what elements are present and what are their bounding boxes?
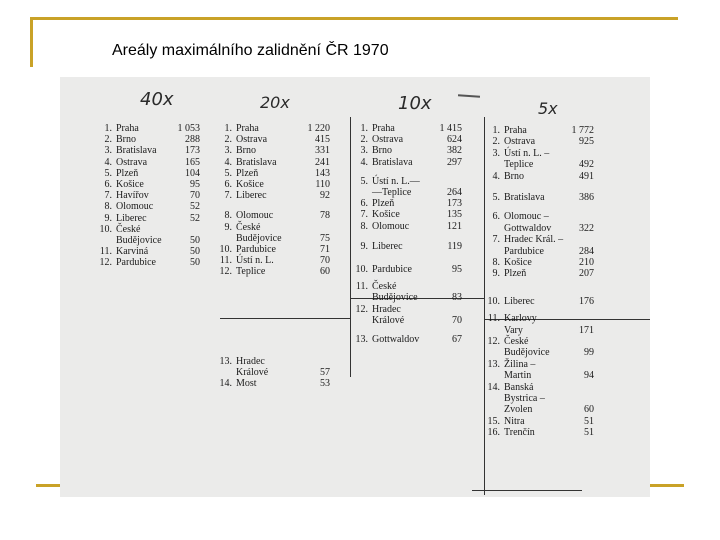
rank-number: 15.	[487, 415, 500, 427]
rank-number: 10.	[219, 244, 232, 255]
rank-number: 8.	[492, 257, 500, 268]
rank-number: 3.	[224, 145, 232, 157]
col10-row-name	[352, 304, 401, 315]
rank-number: 5.	[224, 167, 232, 179]
rank-number: 14.	[219, 378, 232, 389]
rank-number: 7.	[360, 209, 368, 221]
city-name: Havířov	[116, 190, 149, 202]
rule-5x-bottom	[472, 490, 582, 491]
col5-row-name	[484, 416, 525, 427]
city-name: Pardubice	[372, 264, 412, 275]
rank-number: 3.	[492, 147, 500, 159]
col5-row-name	[484, 234, 563, 245]
rank-number: 8.	[224, 210, 232, 222]
rank-number: 6.	[224, 179, 232, 190]
col10-row-name	[352, 241, 403, 252]
rank-number: 3.	[104, 145, 112, 157]
col40-row-name	[96, 157, 147, 168]
col5-row-name	[484, 393, 545, 404]
col20-row-name	[216, 190, 267, 201]
rank-number: 4.	[360, 156, 368, 168]
city-name: Brno	[372, 145, 392, 157]
population-value: 176	[579, 295, 594, 307]
col20-row-name	[216, 255, 274, 266]
col5-row-name	[484, 148, 549, 159]
col20-row-name	[216, 123, 259, 134]
rank-number: 14.	[487, 381, 500, 393]
col40-row-name	[96, 190, 149, 201]
population-value: 71	[320, 244, 330, 255]
city-name: Košice	[372, 209, 400, 221]
col5-row-name	[484, 192, 545, 203]
city-name: Bystrica –	[504, 393, 545, 404]
city-name: Ústí n. L.—	[372, 175, 420, 187]
city-name: Liberec	[236, 190, 267, 202]
city-name: Karlovy	[504, 313, 537, 325]
rank-number: 10.	[99, 223, 112, 235]
col5-row-name	[484, 296, 535, 307]
rank-number: 12.	[219, 266, 232, 278]
population-value: 1 053	[177, 123, 200, 134]
population-value: 135	[447, 209, 462, 221]
rank-number: 13.	[219, 355, 232, 367]
population-value: 119	[447, 240, 462, 252]
city-name: Budějovice	[504, 347, 550, 359]
city-name: Liberec	[504, 295, 535, 307]
rank-number: 12.	[355, 303, 368, 315]
population-value: 171	[579, 324, 594, 336]
col40-row-name	[96, 224, 140, 235]
header-40x: 40x	[140, 89, 174, 110]
col20-row-name	[216, 179, 264, 190]
population-value: 491	[579, 170, 594, 182]
city-name: Praha	[116, 123, 139, 134]
scanned-table	[60, 77, 650, 497]
col10-row-name	[352, 198, 394, 209]
population-value: 75	[320, 232, 330, 244]
population-value: 83	[452, 292, 462, 304]
city-name: Pardubice	[236, 244, 276, 255]
population-value: 95	[452, 264, 462, 275]
population-value: 297	[447, 156, 462, 168]
rank-number: 2.	[104, 134, 112, 146]
city-name: České	[372, 281, 397, 293]
rank-number: 9.	[224, 221, 232, 233]
population-value: 50	[190, 257, 200, 269]
population-value: 95	[190, 179, 200, 190]
population-value: 60	[584, 404, 594, 416]
city-name: Plzeň	[236, 167, 259, 179]
population-value: 70	[452, 314, 462, 326]
city-name: Trenčín	[504, 427, 535, 439]
city-name: Plzeň	[372, 198, 395, 210]
rank-number: 12.	[99, 257, 112, 269]
population-value: 165	[185, 156, 200, 168]
population-value: 50	[190, 246, 200, 258]
city-name: Vary	[504, 324, 523, 336]
city-name: Olomouc	[116, 201, 154, 213]
city-name: České	[116, 223, 141, 235]
population-value: 99	[584, 347, 594, 359]
city-name: Olomouc –	[504, 211, 549, 223]
population-value: 1 415	[439, 123, 462, 134]
city-name: Most	[236, 378, 257, 389]
col5-row-name	[484, 246, 544, 257]
population-value: 288	[185, 134, 200, 146]
population-value: 322	[579, 222, 594, 234]
col20-row-name	[216, 210, 273, 221]
city-name: Praha	[372, 123, 395, 134]
rank-number: 4.	[104, 156, 112, 168]
population-value: 1 772	[571, 125, 594, 136]
city-name: Pardubice	[116, 257, 156, 269]
rank-number: 9.	[360, 240, 368, 252]
city-name: Košice	[504, 257, 532, 268]
col20-row-name	[216, 157, 277, 168]
col20-row-name	[216, 266, 265, 277]
col10-row-name	[352, 134, 403, 145]
population-value: 264	[447, 187, 462, 198]
col40-row-name	[96, 213, 147, 224]
population-value: 60	[320, 266, 330, 278]
population-value: 104	[185, 167, 200, 179]
col40-row-name	[96, 145, 157, 156]
city-name: —Teplice	[372, 187, 412, 198]
population-value: 925	[579, 136, 594, 148]
col10-row-name	[352, 292, 418, 303]
city-name: České	[504, 336, 529, 347]
col5-row-name	[484, 268, 526, 279]
population-value: 53	[320, 378, 330, 389]
city-name: Banská	[504, 381, 534, 393]
rank-number: 12.	[487, 336, 500, 347]
population-value: 52	[190, 201, 200, 213]
city-name: Bratislava	[504, 192, 545, 203]
col5-row-name	[484, 159, 533, 170]
population-value: 382	[447, 145, 462, 157]
rank-number: 7.	[224, 190, 232, 202]
city-name: Praha	[236, 123, 259, 134]
city-name: Košice	[236, 179, 264, 190]
city-name: Brno	[504, 170, 524, 182]
col5-row-name	[484, 325, 523, 336]
city-name: Hradec Král. –	[504, 234, 564, 246]
city-name: Budějovice	[116, 235, 162, 246]
rank-number: 6.	[492, 211, 500, 223]
col40-row-name	[96, 134, 136, 145]
col40-row-name	[96, 168, 138, 179]
rank-number: 16.	[487, 427, 500, 439]
city-name: Nitra	[504, 415, 525, 427]
city-name: Ústí n. L.	[236, 255, 274, 267]
rank-number: 7.	[104, 190, 112, 202]
col40-row-name	[96, 257, 156, 268]
city-name: Bratislava	[236, 156, 277, 168]
city-name: Liberec	[372, 240, 403, 252]
population-value: 173	[185, 145, 200, 157]
col5-row-name	[484, 223, 551, 234]
population-value: 121	[447, 220, 462, 232]
city-name: Bratislava	[372, 156, 413, 168]
col10-row-name	[352, 145, 392, 156]
header-20x: 20x	[260, 93, 290, 112]
city-name: Králové	[236, 366, 269, 378]
rank-number: 5.	[492, 192, 500, 203]
col5-row-name	[484, 257, 532, 268]
decor-left-line	[30, 17, 33, 67]
city-name: Košice	[116, 179, 144, 190]
rank-number: 10.	[355, 264, 368, 275]
city-name: Králové	[372, 314, 405, 326]
col5-row-name	[484, 211, 549, 222]
col40-row-name	[96, 235, 162, 246]
col20-row-name	[216, 233, 282, 244]
rank-number: 7.	[492, 234, 500, 246]
city-name: Budějovice	[236, 232, 282, 244]
rank-number: 1.	[224, 123, 232, 134]
col20-row-name	[216, 378, 257, 389]
rank-number: 2.	[360, 134, 368, 146]
col5-row-name	[484, 125, 527, 136]
rank-number: 9.	[104, 212, 112, 224]
population-value: 57	[320, 366, 330, 378]
header-10x: 10x	[398, 93, 432, 114]
population-value: 52	[190, 212, 200, 224]
decor-top-line	[30, 17, 678, 20]
col5-row-name	[484, 370, 531, 381]
col20-row-name	[216, 244, 276, 255]
col20-row-name	[216, 168, 258, 179]
col20-row-name	[216, 356, 265, 367]
population-value: 207	[579, 268, 594, 280]
population-value: 92	[320, 190, 330, 202]
col20-row-name	[216, 145, 256, 156]
city-name: Brno	[236, 145, 256, 157]
population-value: 67	[452, 334, 462, 345]
col5-row-name	[484, 171, 524, 182]
rank-number: 6.	[104, 179, 112, 190]
rank-number: 2.	[492, 136, 500, 148]
rank-number: 10.	[487, 295, 500, 307]
rank-number: 5.	[104, 167, 112, 179]
population-value: 173	[447, 198, 462, 210]
col5-row-name	[484, 382, 533, 393]
city-name: Ostrava	[116, 156, 148, 168]
rank-number: 2.	[224, 134, 232, 146]
col20-row-name	[216, 134, 267, 145]
city-name: Ostrava	[504, 136, 536, 148]
city-name: České	[236, 221, 261, 233]
col40-row-name	[96, 123, 139, 134]
divider-10x	[350, 117, 351, 377]
col40-row-name	[96, 179, 144, 190]
population-value: 143	[315, 167, 330, 179]
col10-row-name	[352, 123, 395, 134]
col10-row-name	[352, 157, 413, 168]
rank-number: 11.	[99, 246, 112, 258]
col10-row-name	[352, 281, 396, 292]
col10-row-name	[352, 334, 419, 345]
population-value: 210	[579, 257, 594, 268]
col5-row-name	[484, 136, 535, 147]
rank-number: 1.	[104, 123, 112, 134]
col5-row-name	[484, 313, 537, 324]
city-name: Zvolen	[504, 404, 533, 416]
population-value: 50	[190, 235, 200, 246]
col5-row-name	[484, 404, 532, 415]
city-name: Plzeň	[504, 268, 527, 280]
rank-number: 8.	[104, 201, 112, 213]
city-name: Ústí n. L. –	[504, 147, 550, 159]
population-value: 492	[579, 159, 594, 171]
population-value: 331	[315, 145, 330, 157]
rank-number: 11.	[355, 281, 368, 293]
col10-row-name	[352, 221, 409, 232]
city-name: Žilina –	[504, 358, 536, 370]
city-name: Gottwaldov	[504, 222, 552, 234]
rank-number: 8.	[360, 220, 368, 232]
city-name: Ostrava	[236, 134, 268, 146]
population-value: 51	[584, 427, 594, 439]
population-value: 94	[584, 370, 594, 382]
rank-number: 6.	[360, 198, 368, 210]
col5-row-name	[484, 427, 535, 438]
rank-number: 5.	[360, 175, 368, 187]
city-name: Hradec	[236, 355, 265, 367]
col5-row-name	[484, 336, 528, 347]
col10-row-name	[352, 209, 400, 220]
col5-row-name	[484, 359, 535, 370]
rank-number: 4.	[492, 170, 500, 182]
col10-row-name	[352, 187, 411, 198]
population-value: 78	[320, 210, 330, 222]
city-name: Martin	[504, 370, 532, 382]
population-value: 241	[315, 156, 330, 168]
city-name: Praha	[504, 125, 527, 136]
population-value: 415	[315, 134, 330, 146]
city-name: Olomouc	[372, 220, 410, 232]
city-name: Bratislava	[116, 145, 157, 157]
city-name: Plzeň	[116, 167, 139, 179]
population-value: 70	[320, 255, 330, 267]
city-name: Budějovice	[372, 292, 418, 304]
population-value: 70	[190, 190, 200, 202]
col5-row-name	[484, 347, 550, 358]
col40-row-name	[96, 246, 148, 257]
city-name: Hradec	[372, 303, 401, 315]
rank-number: 1.	[360, 123, 368, 134]
col10-row-name	[352, 264, 412, 275]
city-name: Karviná	[116, 246, 149, 258]
header-5x: 5x	[538, 99, 558, 118]
city-name: Teplice	[236, 266, 266, 278]
col10-row-name	[352, 315, 404, 326]
population-value: 51	[584, 415, 594, 427]
city-name: Brno	[116, 134, 136, 146]
city-name: Ostrava	[372, 134, 404, 146]
slide-title: Areály maximálního zalidnění ČR 1970	[112, 42, 389, 59]
pen-mark	[458, 94, 480, 98]
population-value: 1 220	[307, 123, 330, 134]
city-name: Olomouc	[236, 210, 274, 222]
col20-row-name	[216, 222, 260, 233]
rank-number: 13.	[355, 334, 368, 345]
rank-number: 4.	[224, 156, 232, 168]
population-value: 110	[315, 179, 330, 190]
rank-number: 11.	[487, 313, 500, 325]
population-value: 624	[447, 134, 462, 146]
rule-20x	[220, 318, 350, 319]
rank-number: 13.	[487, 358, 500, 370]
population-value: 284	[579, 245, 594, 257]
rank-number: 3.	[360, 145, 368, 157]
city-name: Pardubice	[504, 245, 544, 257]
rank-number: 11.	[219, 255, 232, 267]
col40-row-name	[96, 201, 153, 212]
col10-row-name	[352, 176, 420, 187]
city-name: Teplice	[504, 159, 534, 171]
col20-row-name	[216, 367, 268, 378]
rank-number: 9.	[492, 268, 500, 280]
rank-number: 1.	[492, 125, 500, 136]
city-name: Gottwaldov	[372, 334, 420, 345]
population-value: 386	[579, 192, 594, 203]
city-name: Liberec	[116, 212, 147, 224]
